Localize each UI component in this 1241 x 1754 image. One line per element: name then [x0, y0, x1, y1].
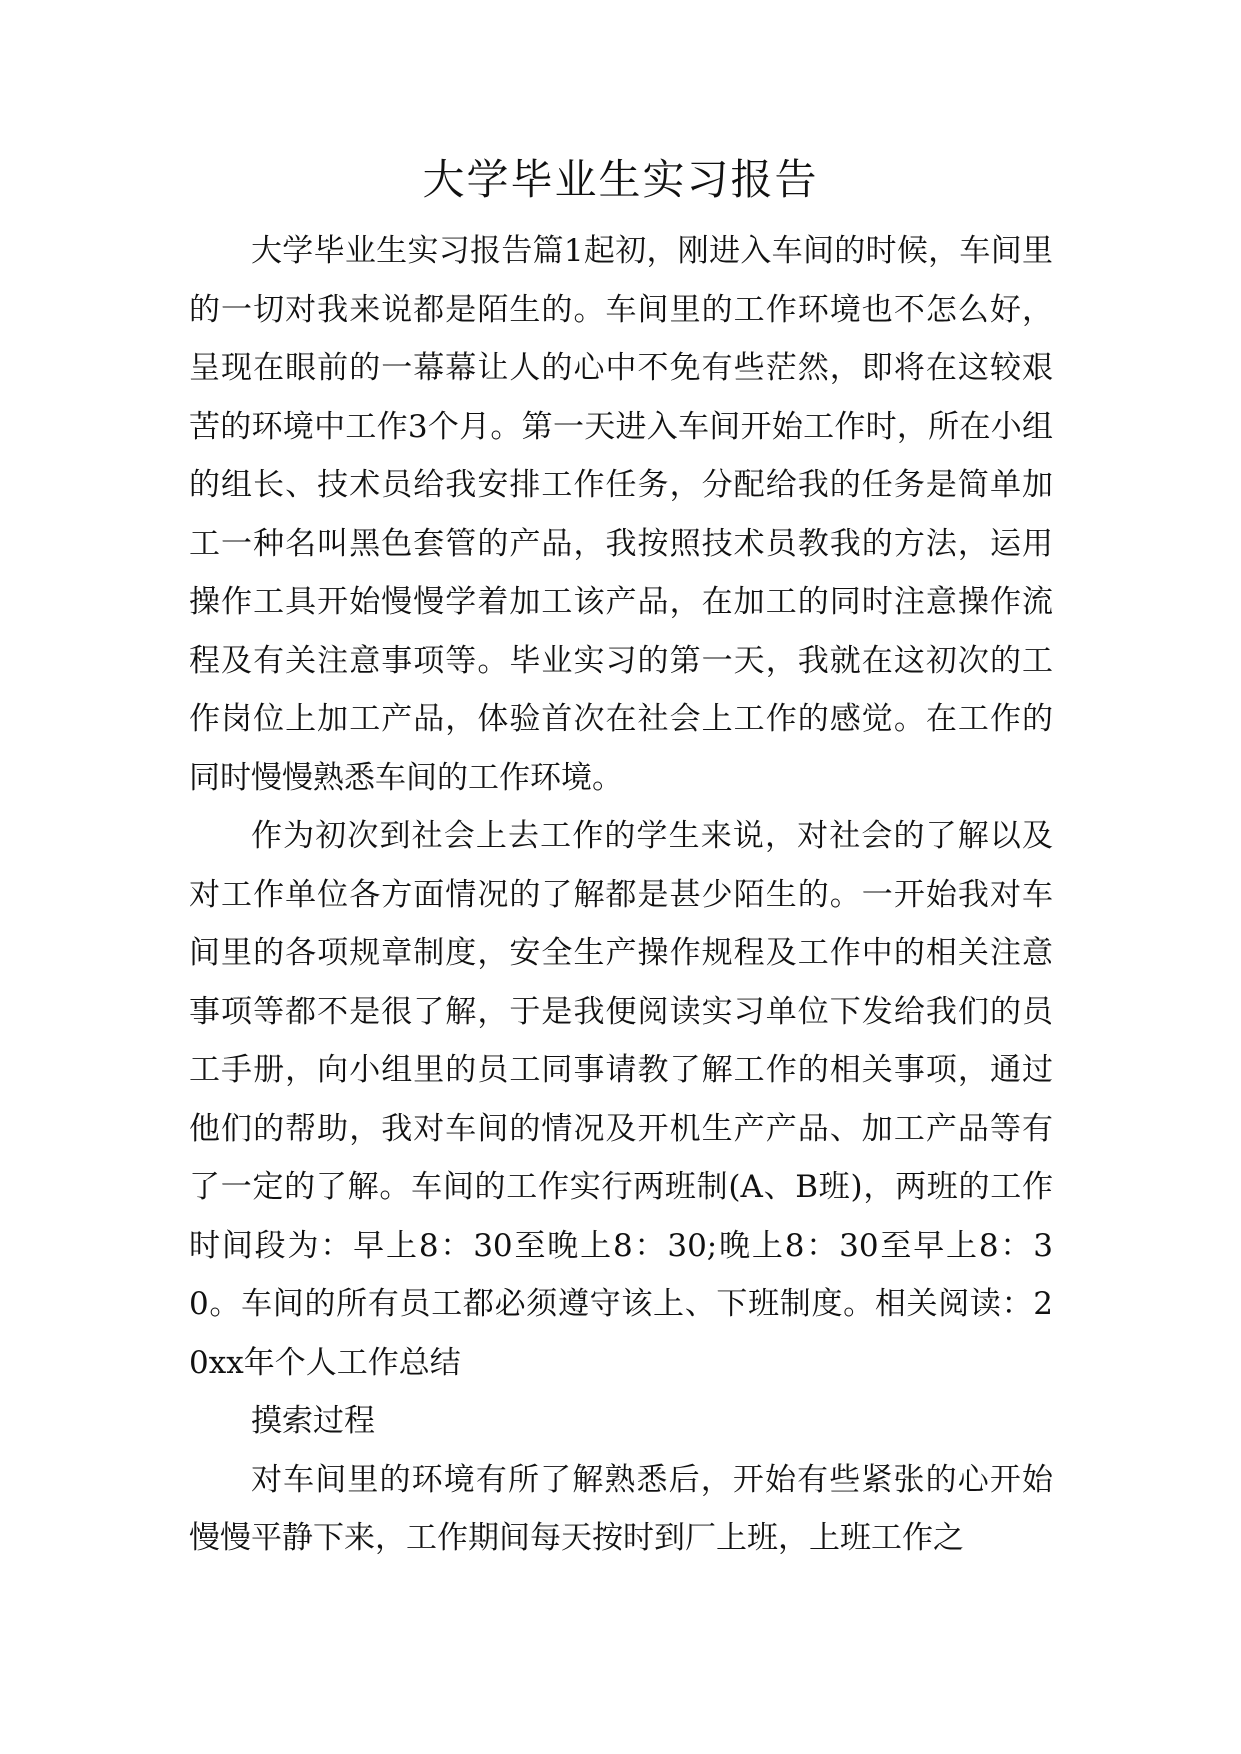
paragraph: 对车间里的环境有所了解熟悉后，开始有些紧张的心开始慢慢平静下来，工作期间每天按时到厂上班，上班工作之 [189, 1461, 1053, 1556]
document-body [189, 222, 1053, 1568]
paragraph: 作为初次到社会上去工作的学生来说，对社会的了解以及对工作单位各方面情况的了解都是甚少陌生的。一开始我对车间里的各项规章制度，安全生产操作规程及工作中的相关注意事项等都不是很了解，于是我便阅读实习单位下发给我们的员工手册，向小组里的员工同事请教了解工作的相关事项，通过他们的帮助，我对车间的情况及开机生产产品、加工产品等有了一定的了解。车间的工作实行两班制(A、B班)，两班的工作时间段为：早上8：30至晚上8：30;晚上8：30至早上8：30。车间的所有员工都必须遵守该上、下班制度。相关阅读：20xx年个人工作总结 [189, 818, 1053, 1381]
paragraph: 大学毕业生实习报告篇1起初，刚进入车间的时候，车间里的一切对我来说都是陌生的。车间里的工作环境也不怎么好，呈现在眼前的一幕幕让人的心中不免有些茫然，即将在这较艰苦的环境中工作3个月。第一天进入车间开始工作时，所在小组的组长、技术员给我安排工作任务，分配给我的任务是简单加工一种名叫黑色套管的产品，我按照技术员教我的方法，运用操作工具开始慢慢学着加工该产品，在加工的同时注意操作流程及有关注意事项等。毕业实习的第一天，我就在这初次的工作岗位上加工产品，体验首次在社会上工作的感觉。在工作的同时慢慢熟悉车间的工作环境。 [189, 233, 1053, 796]
section-heading: 摸索过程 [251, 1403, 375, 1439]
document-title: 大学毕业生实习报告 [422, 155, 819, 204]
